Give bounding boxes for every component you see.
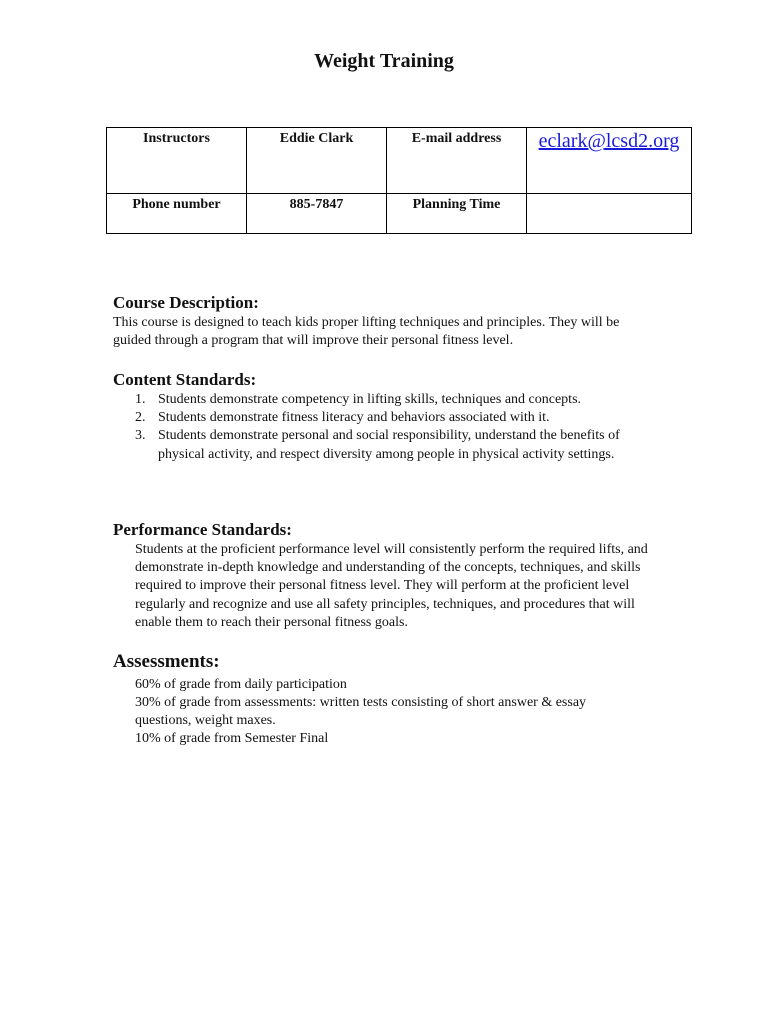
list-item-number: 1. [135, 392, 146, 407]
assessments-heading: Assessments: [113, 651, 220, 672]
list-item-text: Students demonstrate personal and social responsibility, understand the benefits of physical activity, and respect diversity among people in physical activity settings. [158, 428, 620, 462]
table-row [107, 128, 692, 194]
phone-label: Phone number [107, 194, 247, 234]
email-link[interactable]: eclark@lcsd2.org [538, 130, 680, 152]
list-item [113, 409, 673, 427]
content-standards-heading: Content Standards: [113, 370, 257, 389]
list-item [113, 391, 673, 409]
contact-info-table [106, 127, 692, 234]
list-item-text: Students demonstrate fitness literacy and behaviors associated with it. [158, 410, 550, 426]
course-description-text: This course is designed to teach kids proper lifting techniques and principles. They will be guided through a program that will improve their personal fitness level. [113, 315, 620, 349]
assessment-line: 60% of grade from daily participation [135, 677, 347, 692]
table-row [107, 194, 692, 234]
email-cell [527, 128, 692, 194]
list-item-number: 3. [135, 428, 146, 444]
content-standards-list [113, 391, 673, 464]
assessment-line: 30% of grade from assessments: written tests consisting of short answer & essay questions, weight maxes. [135, 695, 587, 729]
list-item-text: Students demonstrate competency in lifting skills, techniques and concepts. [158, 392, 582, 407]
assessment-line: 10% of grade from Semester Final [135, 731, 329, 746]
performance-standards-text: Students at the proficient performance level will consistently perform the required lifts, and demonstrate in-depth knowledge and understanding of the concepts, techniques, and skills required to improve their personal fitness level. They will perform at the proficient level regularly and recognize and use all safety principles, techniques, and procedures that will enable them to reach their personal fitness goals. [135, 542, 648, 630]
list-item [113, 427, 673, 463]
planning-time-label: Planning Time [387, 194, 527, 234]
email-label: E-mail address [387, 128, 527, 194]
phone-number: 885-7847 [247, 194, 387, 234]
course-description-heading: Course Description: [113, 293, 259, 312]
instructors-label: Instructors [107, 128, 247, 194]
planning-time-value [527, 194, 692, 234]
list-item-number: 2. [135, 410, 146, 426]
instructor-name: Eddie Clark [247, 128, 387, 194]
performance-standards-heading: Performance Standards: [113, 520, 292, 539]
page-title: Weight Training [314, 50, 454, 72]
